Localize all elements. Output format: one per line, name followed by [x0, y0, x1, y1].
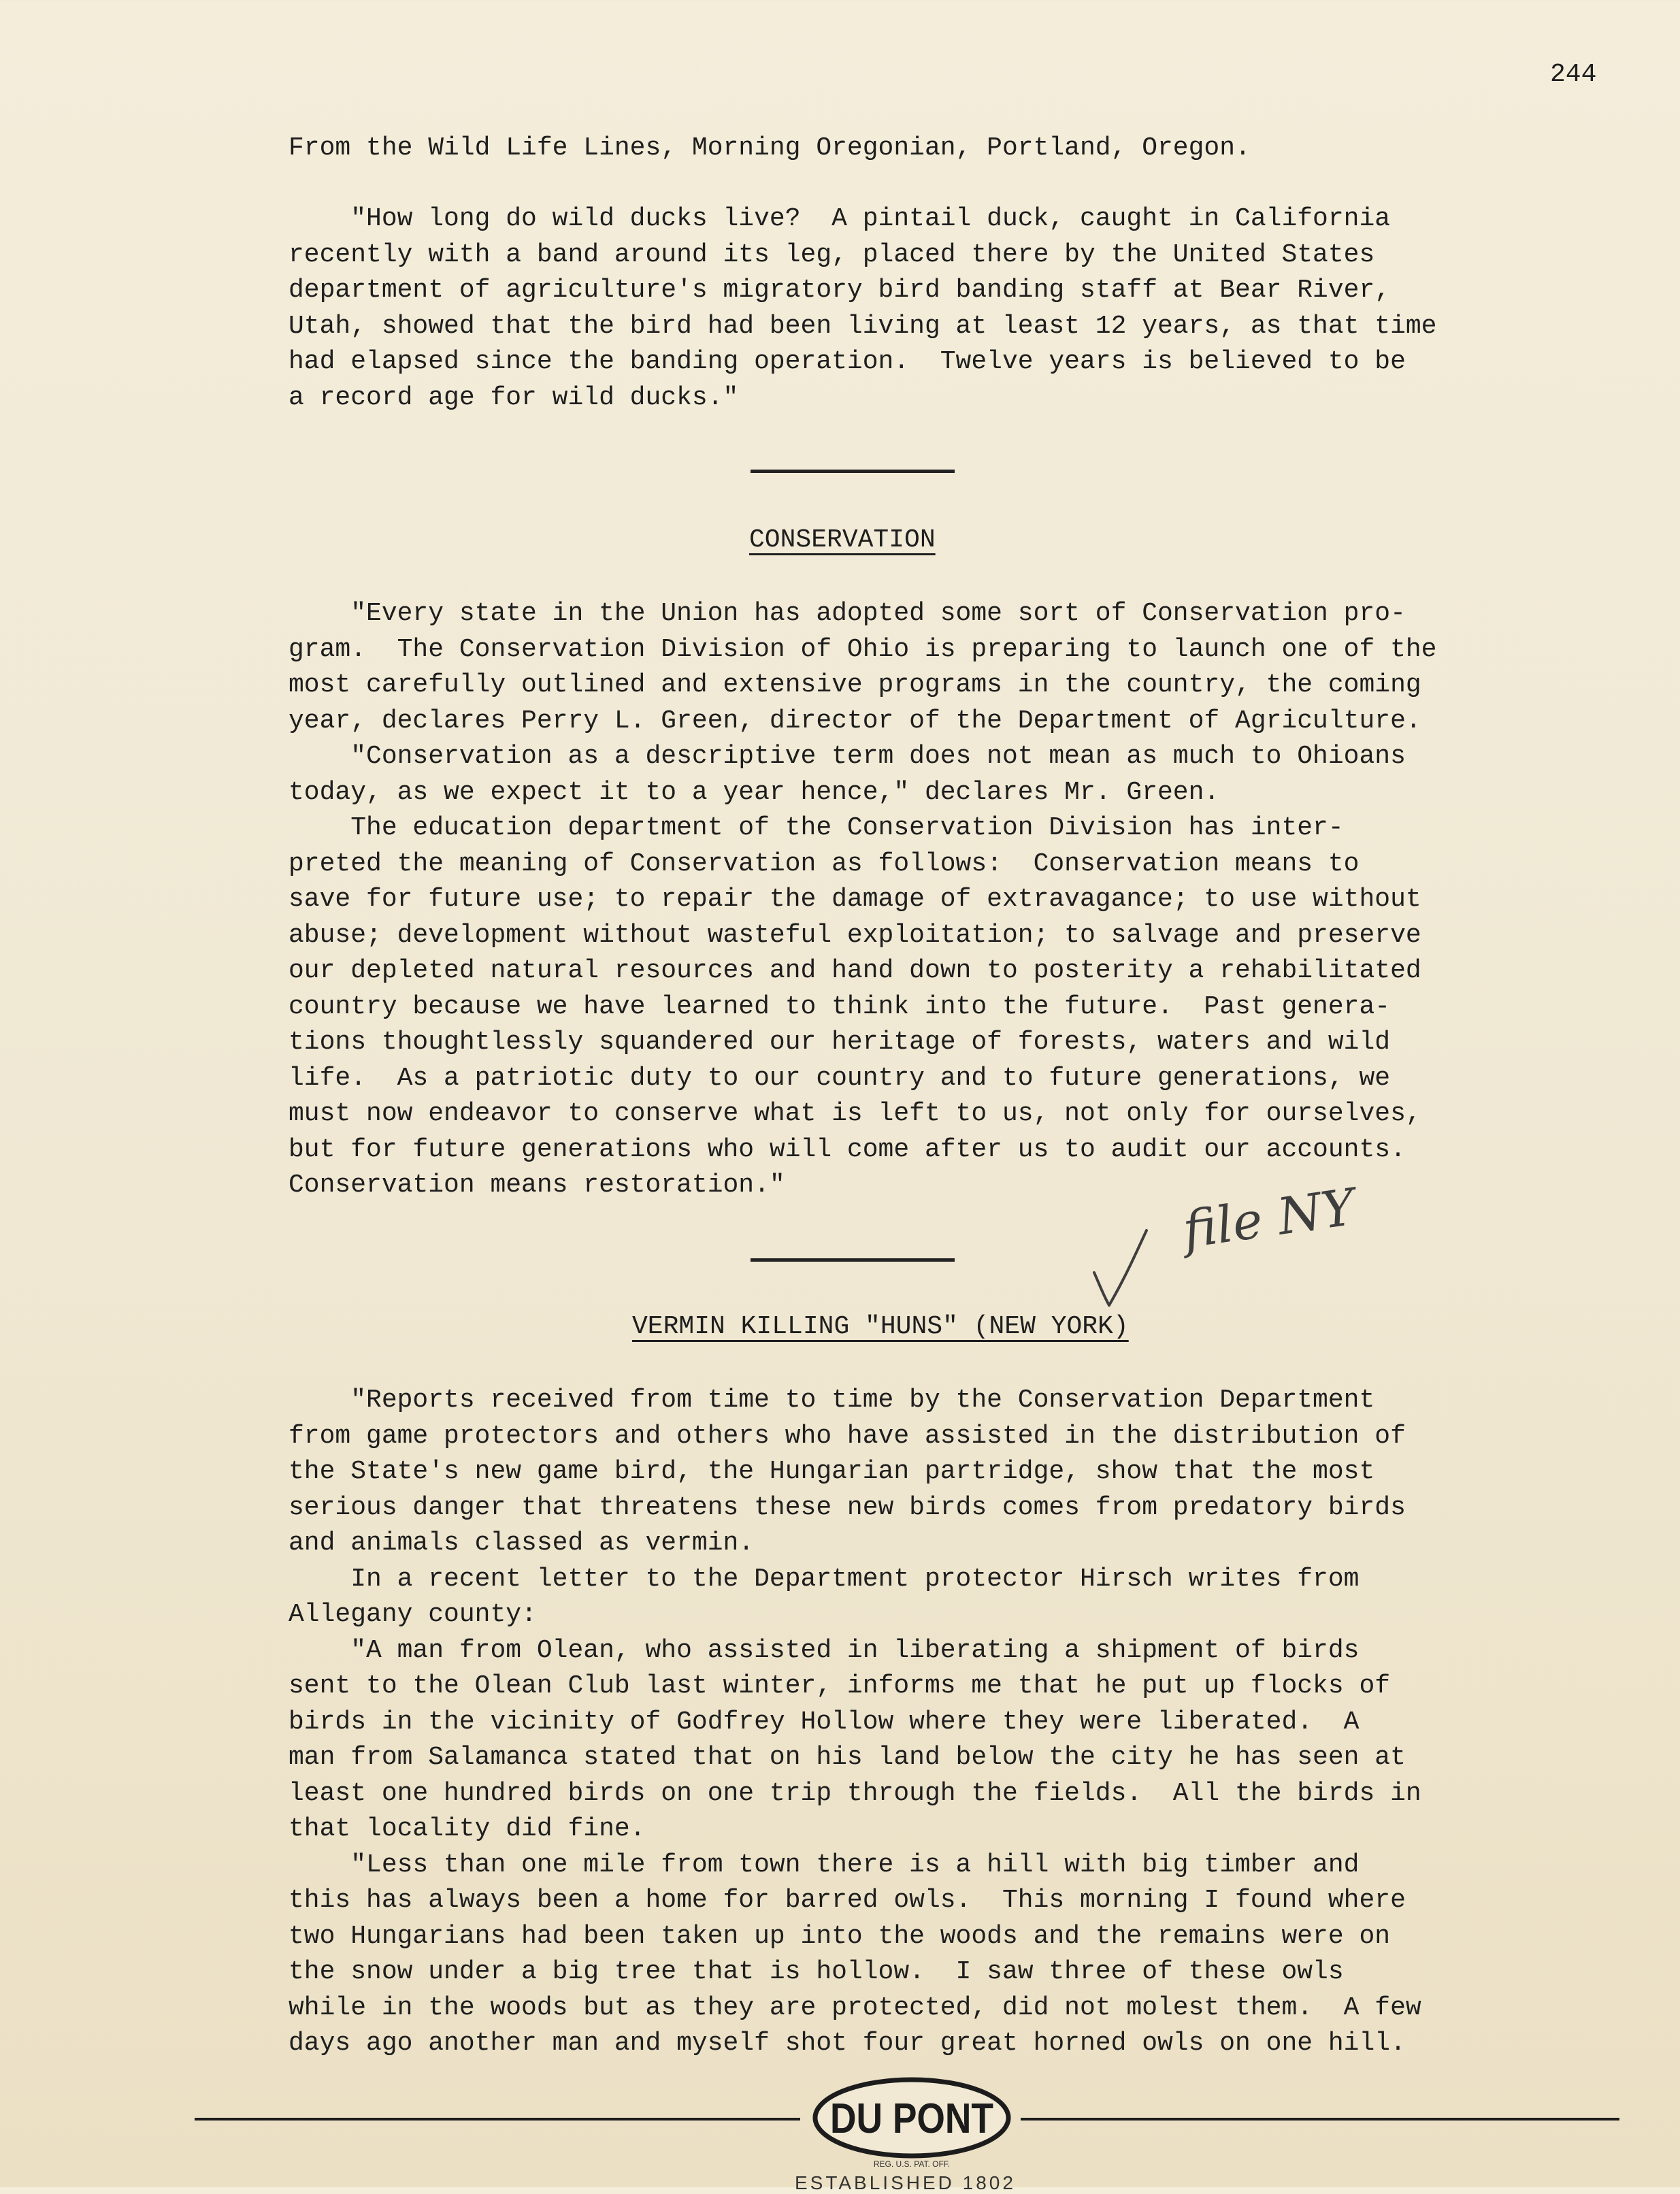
conservation-line: save for future use; to repair the damage of extravagance; to use without — [289, 885, 1421, 914]
page-number: 244 — [1550, 60, 1597, 89]
vermin-text — [289, 1383, 1421, 2062]
vermin-line: while in the woods but as they are protected, did not molest them. A few — [289, 1993, 1421, 2023]
conservation-line: The education department of the Conservation Division has inter- — [289, 813, 1344, 842]
intro-line: a record age for wild ducks." — [289, 382, 739, 412]
vermin-line: serious danger that threatens these new birds comes from predatory birds — [289, 1492, 1406, 1522]
logo-text: DU PONT — [830, 2095, 994, 2142]
conservation-line: year, declares Perry L. Green, director of the Department of Agriculture. — [289, 706, 1421, 736]
dupont-logo — [810, 2076, 1014, 2171]
checkmark-arrow-icon — [1089, 1225, 1164, 1313]
intro-line: department of agriculture's migratory bird banding staff at Bear River, — [289, 276, 1391, 305]
conservation-line: must now endeavor to conserve what is left to us, not only for ourselves, — [289, 1099, 1421, 1128]
source-line: From the Wild Life Lines, Morning Oregonian, Portland, Oregon. — [289, 133, 1251, 163]
divider-2 — [751, 1258, 955, 1262]
conservation-line: tions thoughtlessly squandered our heritage of forests, waters and wild — [289, 1028, 1391, 1057]
conservation-line: today, as we expect it to a year hence," declares Mr. Green. — [289, 777, 1220, 807]
vermin-line: "Reports received from time to time by the Conservation Department — [289, 1386, 1375, 1415]
vermin-line: In a recent letter to the Department protector Hirsch writes from — [289, 1564, 1360, 1594]
conservation-line: country because we have learned to think into the future. Past genera- — [289, 992, 1391, 1021]
conservation-line: our depleted natural resources and hand down to posterity a rehabilitated — [289, 956, 1421, 985]
intro-line: recently with a band around its leg, placed there by the United States — [289, 240, 1375, 269]
footer-line-left — [195, 2118, 800, 2121]
vermin-line: the snow under a big tree that is hollow. I saw three of these owls — [289, 1957, 1344, 1986]
vermin-line: and animals classed as vermin. — [289, 1528, 755, 1558]
conservation-text — [289, 596, 1436, 1204]
vermin-line: two Hungarians had been taken up into the woods and the remains were on — [289, 1921, 1391, 1951]
conservation-line: most carefully outlined and extensive programs in the country, the coming — [289, 670, 1421, 700]
conservation-line: Conservation means restoration." — [289, 1170, 785, 1200]
intro-paragraph — [289, 201, 1436, 416]
footer-line-right — [1021, 2118, 1619, 2121]
vermin-heading: VERMIN KILLING "HUNS" (NEW YORK) — [632, 1312, 1129, 1341]
divider-1 — [751, 470, 955, 473]
vermin-line: least one hundred birds on one trip through the fields. All the birds in — [289, 1778, 1421, 1808]
intro-line: Utah, showed that the bird had been living at least 12 years, as that time — [289, 311, 1437, 341]
vermin-line: days ago another man and myself shot four great horned owls on one hill. — [289, 2029, 1406, 2058]
established-text: ESTABLISHED 1802 — [795, 2172, 1016, 2193]
vermin-line: birds in the vicinity of Godfrey Hollow where they were liberated. A — [289, 1707, 1360, 1737]
vermin-line: man from Salamanca stated that on his land below the city he has seen at — [289, 1743, 1406, 1772]
handwritten-annotation: file NY — [1179, 1177, 1359, 1260]
conservation-heading: CONSERVATION — [749, 525, 936, 555]
vermin-line: sent to the Olean Club last winter, informs me that he put up flocks of — [289, 1671, 1391, 1701]
logo-subtext: REG. U.S. PAT. OFF. — [873, 2159, 951, 2169]
conservation-line: but for future generations who will come after us to audit our accounts. — [289, 1134, 1406, 1164]
vermin-line: from game protectors and others who have assisted in the distribution of — [289, 1421, 1406, 1451]
vermin-line: this has always been a home for barred owls. This morning I found where — [289, 1886, 1406, 1915]
conservation-line: life. As a patriotic duty to our country and to future generations, we — [289, 1063, 1391, 1093]
conservation-line: preted the meaning of Conservation as follows: Conservation means to — [289, 849, 1360, 879]
vermin-line: Allegany county: — [289, 1600, 537, 1629]
vermin-line: "Less than one mile from town there is a hill with big timber and — [289, 1850, 1360, 1880]
conservation-line: abuse; development without wasteful exploitation; to salvage and preserve — [289, 920, 1421, 950]
intro-line: had elapsed since the banding operation. Twelve years is believed to be — [289, 347, 1406, 376]
conservation-line: gram. The Conservation Division of Ohio is preparing to launch one of the — [289, 634, 1437, 664]
vermin-line: the State's new game bird, the Hungarian partridge, show that the most — [289, 1457, 1375, 1486]
vermin-line: that locality did fine. — [289, 1814, 646, 1844]
conservation-line: "Conservation as a descriptive term does not mean as much to Ohioans — [289, 742, 1406, 771]
intro-line: "How long do wild ducks live? A pintail duck, caught in California — [289, 204, 1391, 233]
vermin-line: "A man from Olean, who assisted in liberating a shipment of birds — [289, 1635, 1360, 1665]
conservation-line: "Every state in the Union has adopted some sort of Conservation pro- — [289, 599, 1406, 628]
